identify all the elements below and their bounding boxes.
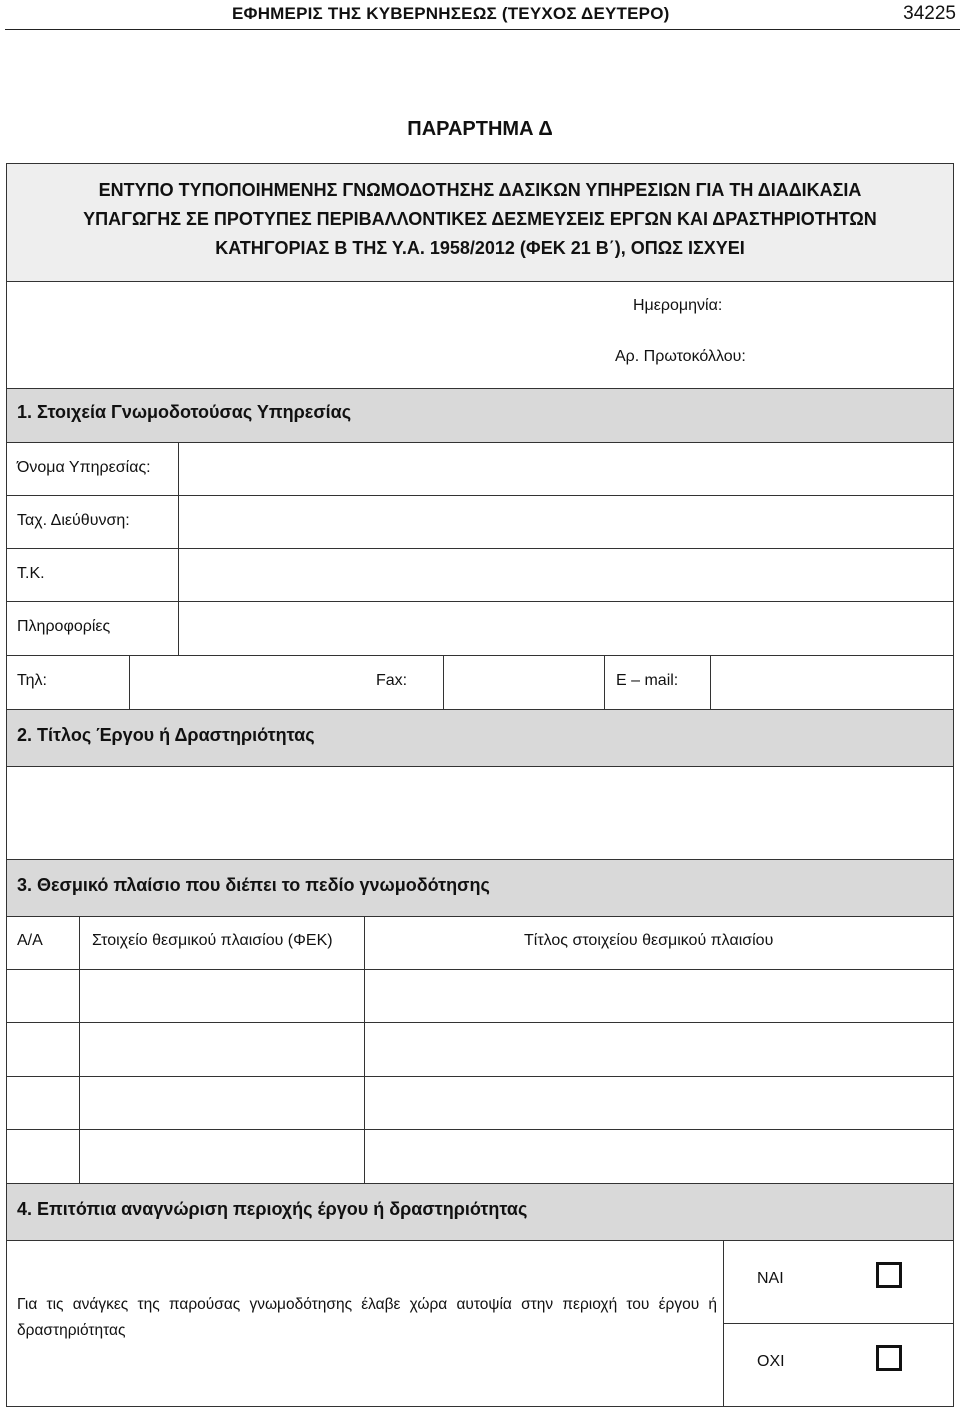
- form-title-line-2: ΥΠΑΓΩΓΗΣ ΣΕ ΠΡΟΤΥΠΕΣ ΠΕΡΙΒΑΛΛΟΝΤΙΚΕΣ ΔΕΣΜΕΥΣΕΙΣ ΕΡΓΩΝ ΚΑΙ ΔΡΑΣΤΗΡΙΟΤΗΤΩΝ: [83, 209, 877, 229]
- site-visit-question: Για τις ανάγκες της παρούσας γνωμοδότησης έλαβε χώρα αυτοψία στην περιοχή του έργου ή δραστηριότητας: [17, 1296, 717, 1339]
- table-row[interactable]: [80, 970, 364, 1022]
- section1-title: 1. Στοιχεία Γνωμοδοτούσας Υπηρεσίας: [17, 402, 352, 422]
- date-field[interactable]: [767, 292, 947, 322]
- col-aa-header: Α/Α: [17, 932, 43, 949]
- divider: [7, 709, 953, 710]
- fax-field[interactable]: [444, 656, 604, 708]
- annex-title: ΠΑΡΑΡΤΗΜΑ Δ: [407, 118, 553, 140]
- date-label: Ημερομηνία:: [633, 297, 723, 314]
- divider: [7, 1183, 953, 1184]
- divider: [723, 1323, 953, 1324]
- phone-field[interactable]: [130, 656, 362, 708]
- col-fek-header: Στοιχείο θεσμικού πλαισίου (ΦΕΚ): [92, 932, 333, 949]
- yes-checkbox[interactable]: [876, 1262, 902, 1288]
- table-row[interactable]: [80, 1023, 364, 1076]
- divider: [7, 1240, 953, 1241]
- page-header: [0, 0, 960, 30]
- info-field[interactable]: [179, 602, 953, 655]
- service-name-label: Όνομα Υπηρεσίας:: [17, 459, 151, 476]
- section2-title: 2. Τίτλος Έργου ή Δραστηριότητας: [17, 725, 315, 745]
- header-rule: [5, 29, 960, 30]
- form-title-line-3: ΚΑΤΗΓΟΡΙΑΣ Β ΤΗΣ Υ.Α. 1958/2012 (ΦΕΚ 21 Β΄), ΟΠΩΣ ΙΣΧΥΕΙ: [215, 238, 745, 258]
- protocol-label: Αρ. Πρωτοκόλλου:: [615, 348, 746, 365]
- email-label: E – mail:: [616, 672, 679, 689]
- form-title-line-1: ΕΝΤΥΠΟ ΤΥΠΟΠΟΙΗΜΕΝΗΣ ΓΝΩΜΟΔΟΤΗΣΗΣ ΔΑΣΙΚΩΝ ΥΠΗΡΕΣΙΩΝ ΓΙΑ ΤΗ ΔΙΑΔΙΚΑΣΙΑ: [98, 180, 862, 200]
- postal-code-label: Τ.Κ.: [17, 565, 45, 582]
- address-field[interactable]: [179, 496, 953, 548]
- protocol-field[interactable]: [767, 344, 947, 374]
- section4-title: 4. Επιτόπια αναγνώριση περιοχής έργου ή δραστηριότητας: [17, 1199, 528, 1219]
- address-label: Ταχ. Διεύθυνση:: [17, 512, 130, 529]
- divider: [710, 655, 711, 709]
- divider: [7, 916, 953, 917]
- form-title: [7, 176, 953, 263]
- divider: [604, 655, 605, 709]
- divider: [178, 442, 179, 655]
- gazette-title: ΕΦΗΜΕΡΙΣ ΤΗΣ ΚΥΒΕΡΝΗΣΕΩΣ (ΤΕΥΧΟΣ ΔΕΥΤΕΡΟ): [232, 4, 670, 23]
- project-title-field[interactable]: [7, 767, 953, 859]
- divider: [7, 859, 953, 860]
- info-label: Πληροφορίες: [17, 618, 111, 635]
- service-name-field[interactable]: [179, 443, 953, 495]
- divider: [79, 916, 80, 1183]
- divider: [129, 655, 130, 709]
- divider: [7, 388, 953, 389]
- fax-label: Fax:: [376, 672, 408, 689]
- section3-title: 3. Θεσμικό πλαίσιο που διέπει το πεδίο γνωμοδότησης: [17, 875, 490, 895]
- email-field[interactable]: [711, 656, 953, 708]
- no-label: ΟΧΙ: [757, 1353, 785, 1370]
- table-row[interactable]: [80, 1130, 364, 1183]
- opinion-form: [6, 163, 954, 1407]
- page-number: 34225: [903, 3, 956, 24]
- no-checkbox[interactable]: [876, 1345, 902, 1371]
- phone-label: Τηλ:: [17, 672, 47, 689]
- divider: [443, 655, 444, 709]
- divider: [364, 916, 365, 1183]
- table-row[interactable]: [80, 1077, 364, 1129]
- yes-label: ΝΑΙ: [757, 1270, 784, 1287]
- postal-code-field[interactable]: [179, 549, 953, 601]
- divider: [7, 281, 953, 282]
- col-title-header: Τίτλος στοιχείου θεσμικού πλαισίου: [524, 932, 774, 949]
